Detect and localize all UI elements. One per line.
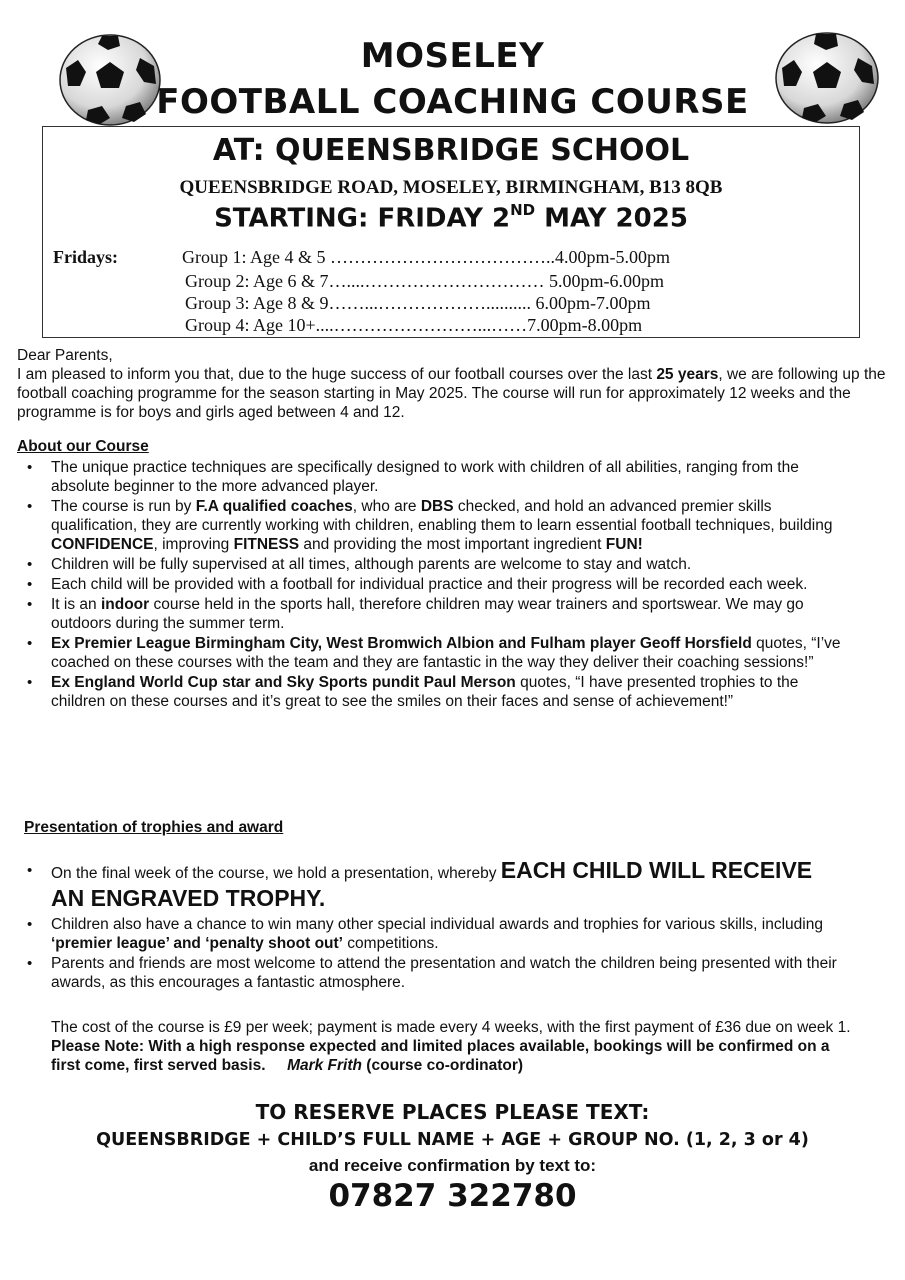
intro-paragraph: I am pleased to inform you that, due to the huge success of our football courses over the last 25 years, we are following up the football coaching programme for the season starting in May 2025. The course will run for approximately 12 weeks and the programme is for boys and girls aged between 4 and 12. [17, 366, 886, 421]
page-subtitle: FOOTBALL COACHING COURSE [156, 82, 749, 122]
list-item: • Children will be fully supervised at all times, although parents are welcome to stay and watch. [17, 555, 847, 574]
schedule-group-3: Group 3: Age 8 & 9……...……………….......... 6.00pm-7.00pm [185, 293, 651, 313]
reserve-heading: TO RESERVE PLACES PLEASE TEXT: [255, 1100, 650, 1124]
list-item: • Ex England World Cup star and Sky Sports pundit Paul Merson quotes, “I have presented trophies to the children on these courses and it’s great to see the smiles on their faces and sense of achievement!” [17, 673, 847, 711]
venue-address: QUEENSBRIDGE ROAD, MOSELEY, BIRMINGHAM, B13 8QB [179, 177, 723, 198]
page-title: MOSELEY [360, 36, 545, 76]
list-item: • Children also have a chance to win many other special individual awards and trophies for various skills, including ‘premier league’ and ‘penalty shoot out’ competitions. [17, 915, 847, 953]
schedule-group-2: Group 2: Age 6 & 7…....………………………… 5.00pm-6.00pm [185, 271, 664, 291]
reserve-confirm-text: and receive confirmation by text to: [308, 1156, 597, 1175]
list-item: • Each child will be provided with a football for individual practice and their progress will be recorded each week. [17, 575, 847, 594]
trophies-list [17, 858, 847, 993]
intro [17, 346, 887, 422]
greeting: Dear Parents, [17, 347, 113, 364]
trophies-heading: Presentation of trophies and award [24, 819, 284, 836]
list-item: • Parents and friends are most welcome to attend the presentation and watch the children being presented with their awards, as this encourages a fantastic atmosphere. [17, 954, 847, 992]
start-date: STARTING: FRIDAY 2ND MAY 2025 [214, 201, 688, 234]
cost-paragraph: The cost of the course is £9 per week; payment is made every 4 weeks, with the first payment of £36 due on week 1. Please Note: With a high response expected and limited places available, bookings will be confirmed on a first come, first served basis. Mark Frith (course co-ordinator) [51, 1019, 851, 1074]
schedule-group-4: Group 4: Age 10+....……………………...……7.00pm-8.00pm [185, 315, 643, 335]
venue-name: AT: QUEENSBRIDGE SCHOOL [212, 133, 690, 168]
list-item: • On the final week of the course, we hold a presentation, whereby EACH CHILD WILL RECEIVE AN ENGRAVED TROPHY. [17, 858, 847, 914]
reserve-instructions: QUEENSBRIDGE + CHILD’S FULL NAME + AGE + GROUP NO. (1, 2, 3 or 4) [96, 1130, 809, 1150]
about-heading: About our Course [17, 438, 149, 455]
phone-number: 07827 322780 [328, 1178, 577, 1214]
schedule-group-1: Group 1: Age 4 & 5 ………………………………..4.00pm-5.00pm [182, 247, 670, 267]
schedule-day-label: Fridays: [53, 247, 118, 267]
list-item: • The unique practice techniques are specifically designed to work with children of all abilities, ranging from the absolute beginner to the more advanced player. [17, 458, 847, 496]
list-item: • Ex Premier League Birmingham City, West Bromwich Albion and Fulham player Geoff Horsfield quotes, “I’ve coached on these courses with the team and they are fantastic in the way they deliver their coaching sessions!” [17, 634, 847, 672]
about-list [17, 458, 847, 712]
venue-box [42, 126, 860, 338]
list-item: • It is an indoor course held in the sports hall, therefore children may wear trainers and sportswear. We may go outdoors during the summer term. [17, 595, 847, 633]
list-item: • The course is run by F.A qualified coaches, who are DBS checked, and hold an advanced premier skills qualification, they are currently working with children, enabling them to learn essential football techniques, building CONFIDENCE, improving FITNESS and providing the most important ingredient FUN! [17, 497, 847, 554]
